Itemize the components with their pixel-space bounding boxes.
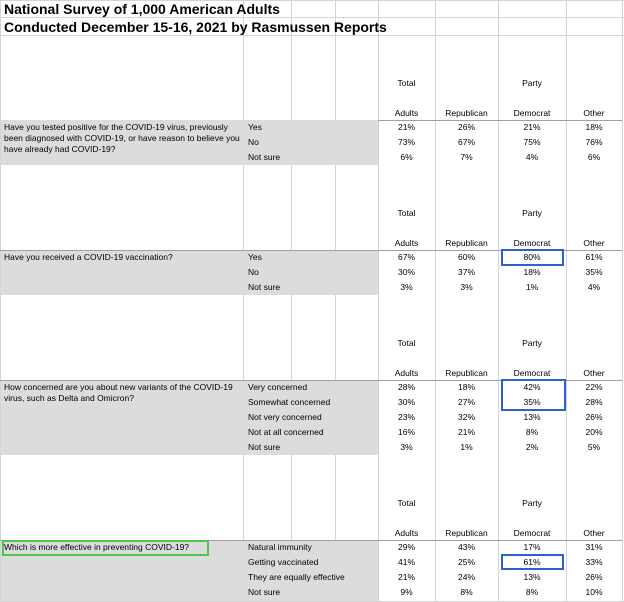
- value-democrat: 75%: [523, 137, 541, 147]
- value-democrat: 13%: [523, 412, 541, 422]
- highlight-box: [2, 540, 209, 556]
- value-other: 4%: [587, 282, 601, 292]
- value-democrat: 8%: [525, 427, 539, 437]
- value-adults: 21%: [397, 122, 415, 132]
- answer-label: Not sure: [248, 587, 281, 597]
- value-other: 6%: [587, 152, 601, 162]
- header-adults: Adults: [394, 368, 419, 378]
- value-adults: 29%: [397, 542, 415, 552]
- value-adults: 3%: [400, 282, 413, 292]
- header-republican: Republican: [445, 528, 488, 538]
- value-adults: 30%: [397, 267, 415, 277]
- value-other: 22%: [585, 382, 603, 392]
- value-democrat: 35%: [523, 397, 541, 407]
- value-republican: 8%: [460, 587, 473, 597]
- header-adults: Adults: [394, 528, 419, 538]
- value-other: 10%: [585, 587, 603, 597]
- value-adults: 23%: [397, 412, 415, 422]
- header-party: Party: [522, 498, 542, 508]
- answer-label: Yes: [248, 122, 262, 132]
- value-other: 20%: [585, 427, 603, 437]
- header-other: Other: [583, 238, 605, 248]
- header-other: Other: [583, 528, 605, 538]
- header-republican: Republican: [445, 238, 488, 248]
- highlight-box: [501, 554, 564, 570]
- value-other: 26%: [585, 412, 603, 422]
- answer-label: No: [248, 267, 259, 277]
- question-block-2: [0, 181, 624, 296]
- value-adults: 41%: [397, 557, 415, 567]
- value-republican: 1%: [460, 442, 473, 452]
- value-adults: 28%: [397, 382, 415, 392]
- question-text: How concerned are you about new variants of the COVID-19 virus, such as Delta and Omicron?: [4, 382, 233, 403]
- header-total: Total: [397, 338, 416, 348]
- value-republican: 26%: [457, 122, 475, 132]
- answer-label: Not very concerned: [248, 412, 322, 422]
- value-republican: 18%: [457, 382, 475, 392]
- header-democrat: Democrat: [513, 368, 551, 378]
- value-democrat: 61%: [523, 557, 541, 567]
- header-adults: Adults: [394, 108, 419, 118]
- answer-label: Not sure: [248, 152, 281, 162]
- answer-label: Yes: [248, 252, 262, 262]
- value-other: 33%: [585, 557, 603, 567]
- value-republican: 7%: [460, 152, 473, 162]
- highlight-box: [501, 249, 564, 266]
- question-text: Have you received a COVID-19 vaccination?: [4, 252, 173, 262]
- value-democrat: 21%: [523, 122, 541, 132]
- value-republican: 25%: [457, 557, 475, 567]
- value-adults: 6%: [400, 152, 413, 162]
- header-total: Total: [397, 78, 416, 88]
- answer-label: Getting vaccinated: [248, 557, 319, 567]
- value-democrat: 13%: [523, 572, 541, 582]
- value-republican: 60%: [457, 252, 475, 262]
- value-adults: 67%: [397, 252, 415, 262]
- question-text: Have you tested positive for the COVID-19 virus, previously been diagnosed with COVID-19, or have reason to believe you have already had COVID-19?: [4, 122, 240, 154]
- header-party: Party: [522, 338, 542, 348]
- value-adults: 9%: [400, 587, 413, 597]
- value-other: 35%: [585, 267, 603, 277]
- survey-title: National Survey of 1,000 American Adults: [4, 1, 280, 17]
- value-republican: 67%: [457, 137, 475, 147]
- answer-label: Not at all concerned: [248, 427, 324, 437]
- value-republican: 43%: [457, 542, 475, 552]
- value-republican: 21%: [457, 427, 475, 437]
- value-republican: 27%: [457, 397, 475, 407]
- question-block-3: [0, 311, 624, 456]
- header-republican: Republican: [445, 368, 488, 378]
- value-adults: 21%: [397, 572, 415, 582]
- value-adults: 3%: [400, 442, 413, 452]
- header-republican: Republican: [445, 108, 488, 118]
- answer-label: They are equally effective: [248, 572, 345, 582]
- question-block-1: [0, 50, 624, 165]
- header-total: Total: [397, 498, 416, 508]
- header-party: Party: [522, 208, 542, 218]
- header-democrat: Democrat: [513, 238, 551, 248]
- header-total: Total: [397, 208, 416, 218]
- header-democrat: Democrat: [513, 528, 551, 538]
- answer-label: Not sure: [248, 442, 281, 452]
- value-democrat: 2%: [525, 442, 539, 452]
- value-democrat: 17%: [523, 542, 541, 552]
- value-democrat: 18%: [523, 267, 541, 277]
- question-text: Which is more effective in preventing COVID-19?: [4, 542, 190, 552]
- header-party: Party: [522, 78, 542, 88]
- value-democrat: 42%: [523, 382, 541, 392]
- answer-label: Very concerned: [248, 382, 308, 392]
- value-other: 76%: [585, 137, 603, 147]
- value-adults: 73%: [397, 137, 415, 147]
- answer-label: Natural immunity: [248, 542, 312, 552]
- question-block-4: [0, 471, 624, 601]
- value-republican: 24%: [457, 572, 475, 582]
- value-other: 31%: [585, 542, 603, 552]
- value-republican: 3%: [460, 282, 473, 292]
- header-other: Other: [583, 108, 605, 118]
- value-adults: 16%: [397, 427, 415, 437]
- header-other: Other: [583, 368, 605, 378]
- value-democrat: 4%: [525, 152, 539, 162]
- value-democrat: 80%: [523, 252, 541, 262]
- value-other: 28%: [585, 397, 603, 407]
- answer-label: No: [248, 137, 259, 147]
- value-democrat: 1%: [525, 282, 539, 292]
- value-other: 5%: [587, 442, 601, 452]
- value-republican: 32%: [457, 412, 475, 422]
- value-other: 26%: [585, 572, 603, 582]
- header-democrat: Democrat: [513, 108, 551, 118]
- header-adults: Adults: [394, 238, 419, 248]
- value-adults: 30%: [397, 397, 415, 407]
- answer-label: Not sure: [248, 282, 281, 292]
- value-other: 61%: [585, 252, 603, 262]
- answer-label: Somewhat concerned: [248, 397, 331, 407]
- value-republican: 37%: [457, 267, 475, 277]
- value-other: 18%: [585, 122, 603, 132]
- survey-subtitle: Conducted December 15-16, 2021 by Rasmussen Reports: [4, 19, 387, 35]
- highlight-box: [501, 379, 566, 411]
- value-democrat: 8%: [525, 587, 539, 597]
